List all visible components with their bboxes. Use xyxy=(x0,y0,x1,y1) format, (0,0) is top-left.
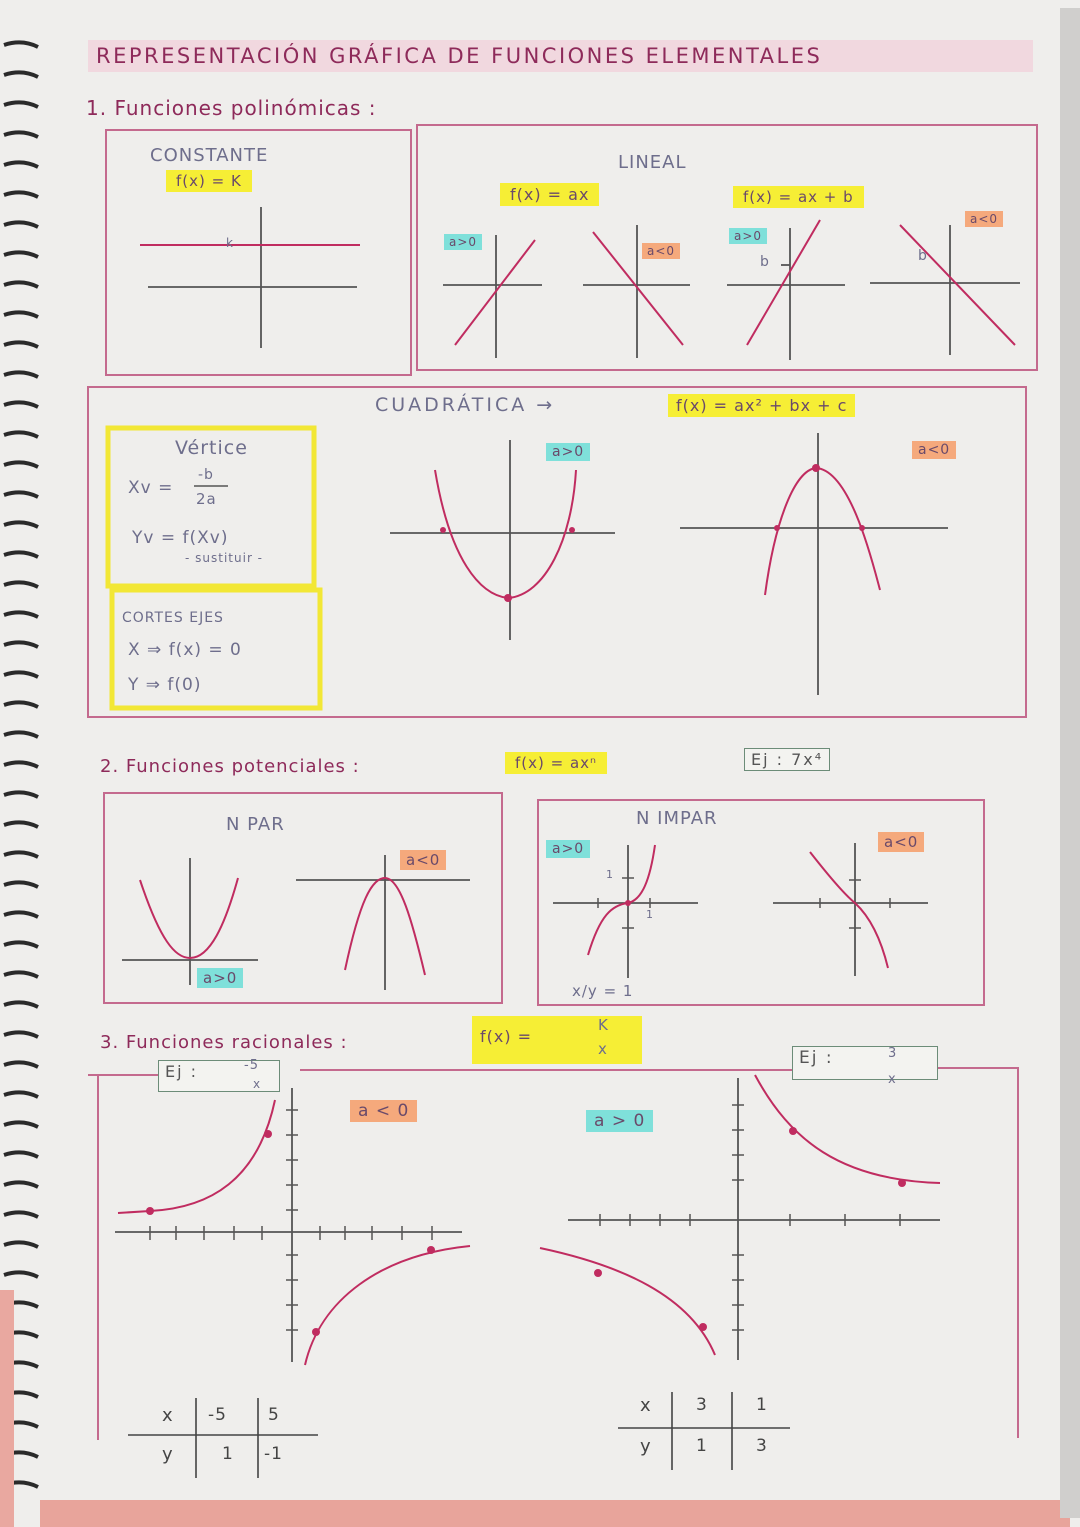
ex1-num: -5 xyxy=(244,1058,259,1073)
table1-cell: -5 xyxy=(208,1405,227,1425)
impar-a-pos: a>0 xyxy=(546,840,590,858)
table1-cell: 1 xyxy=(222,1444,234,1464)
racional-formula-num: K xyxy=(598,1016,609,1034)
xv-lhs: Xv = xyxy=(128,478,174,498)
lineal-label: LINEAL xyxy=(618,152,687,173)
impar-tick-x: 1 xyxy=(646,908,654,921)
frame-constante xyxy=(106,130,411,375)
cortes-title: CORTES EJES xyxy=(122,610,224,626)
cuadratica-formula: f(x) = ax² + bx + c xyxy=(668,394,855,417)
quad-a-neg: a<0 xyxy=(912,441,956,459)
constante-formula: f(x) = K xyxy=(166,170,252,192)
lin4-line xyxy=(900,225,1015,345)
impar-tick-y: 1 xyxy=(606,868,614,881)
table1-cell: -1 xyxy=(264,1444,283,1464)
ex1-label: Ej : xyxy=(165,1062,199,1081)
impar-a-neg: a<0 xyxy=(878,832,924,852)
potencial-example: Ej : 7x⁴ xyxy=(744,748,830,771)
par-label: N PAR xyxy=(226,814,285,835)
table2-header-y: y xyxy=(640,1436,652,1457)
ex2-num: 3 xyxy=(888,1046,898,1061)
yv-note: - sustituir - xyxy=(185,551,264,565)
axis-ticks xyxy=(150,878,900,1330)
lineal-formula-axb: f(x) = ax + b xyxy=(733,186,864,208)
lin3-b-label: b xyxy=(760,254,770,270)
table2-cell: 1 xyxy=(756,1395,768,1415)
table1-cell: 5 xyxy=(268,1405,280,1425)
lineal-formula-ax: f(x) = ax xyxy=(500,183,599,206)
rac2-branch-right xyxy=(755,1075,940,1183)
rac-a-neg: a < 0 xyxy=(350,1100,417,1122)
ex2-den: x xyxy=(888,1072,897,1087)
section2-heading: 2. Funciones potenciales : xyxy=(100,756,360,777)
frame-racionales xyxy=(88,1068,1018,1440)
potencial-formula: f(x) = axⁿ xyxy=(505,752,607,774)
lin4-a-neg: a<0 xyxy=(965,211,1003,227)
impar-note: x/y = 1 xyxy=(572,982,634,1000)
par-a-pos: a>0 xyxy=(197,968,243,988)
constante-k-label: k xyxy=(226,236,234,250)
lin2-a-neg: a<0 xyxy=(642,243,680,259)
page-bottom-edge xyxy=(40,1500,1070,1527)
rac2-branch-left xyxy=(540,1248,715,1355)
table2-cell: 1 xyxy=(696,1436,708,1456)
lin4-b-label: b xyxy=(918,248,928,264)
xv-numerator: -b xyxy=(198,467,214,483)
table2-header-x: x xyxy=(640,1395,652,1416)
lin3-a-pos: a>0 xyxy=(729,228,767,244)
rac1-branch-right xyxy=(305,1246,470,1365)
page-right-edge xyxy=(1060,8,1080,1518)
cortes-x: X ⇒ f(x) = 0 xyxy=(128,640,242,660)
spiral-binding xyxy=(4,42,38,1487)
lin1-line xyxy=(455,240,535,345)
racional-formula-bg xyxy=(472,1016,642,1064)
cuadratica-label: CUADRÁTICA → xyxy=(375,394,556,416)
table2-cell: 3 xyxy=(696,1395,708,1415)
racional-formula-lhs: f(x) = xyxy=(480,1027,533,1046)
ex1-den: x xyxy=(253,1077,262,1091)
racional-formula-den: x xyxy=(598,1040,608,1058)
vertice-title: Vértice xyxy=(175,437,248,459)
impar-down-curve xyxy=(810,852,888,968)
page-title: REPRESENTACIÓN GRÁFICA DE FUNCIONES ELEMENTALES xyxy=(96,44,823,68)
quad-a-pos: a>0 xyxy=(546,443,590,461)
table1-header-x: x xyxy=(162,1405,174,1426)
cortes-y: Y ⇒ f(0) xyxy=(128,675,202,695)
ex2-box xyxy=(792,1046,938,1080)
section3-heading: 3. Funciones racionales : xyxy=(100,1032,348,1053)
table2-cell: 3 xyxy=(756,1436,768,1456)
section1-heading: 1. Funciones polinómicas : xyxy=(86,96,377,120)
par-up-curve xyxy=(140,878,238,958)
constante-label: CONSTANTE xyxy=(150,145,269,166)
rac1-branch-left xyxy=(118,1100,275,1213)
table1-header-y: y xyxy=(162,1444,174,1465)
frame-par xyxy=(104,793,502,1003)
lin1-a-pos: a>0 xyxy=(444,234,482,250)
ex2-label: Ej : xyxy=(799,1048,834,1068)
xv-denominator: 2a xyxy=(196,490,217,508)
frame-lineal xyxy=(417,125,1037,370)
marked-points xyxy=(146,464,906,1336)
yv-formula: Yv = f(Xv) xyxy=(132,528,229,548)
impar-label: N IMPAR xyxy=(636,808,718,829)
par-a-neg: a<0 xyxy=(400,850,446,870)
page-edge xyxy=(0,1290,14,1527)
rac-a-pos: a > 0 xyxy=(586,1110,653,1132)
quad-up-curve xyxy=(435,470,576,598)
ex1-box xyxy=(158,1060,280,1092)
quad-down-curve xyxy=(765,468,880,595)
